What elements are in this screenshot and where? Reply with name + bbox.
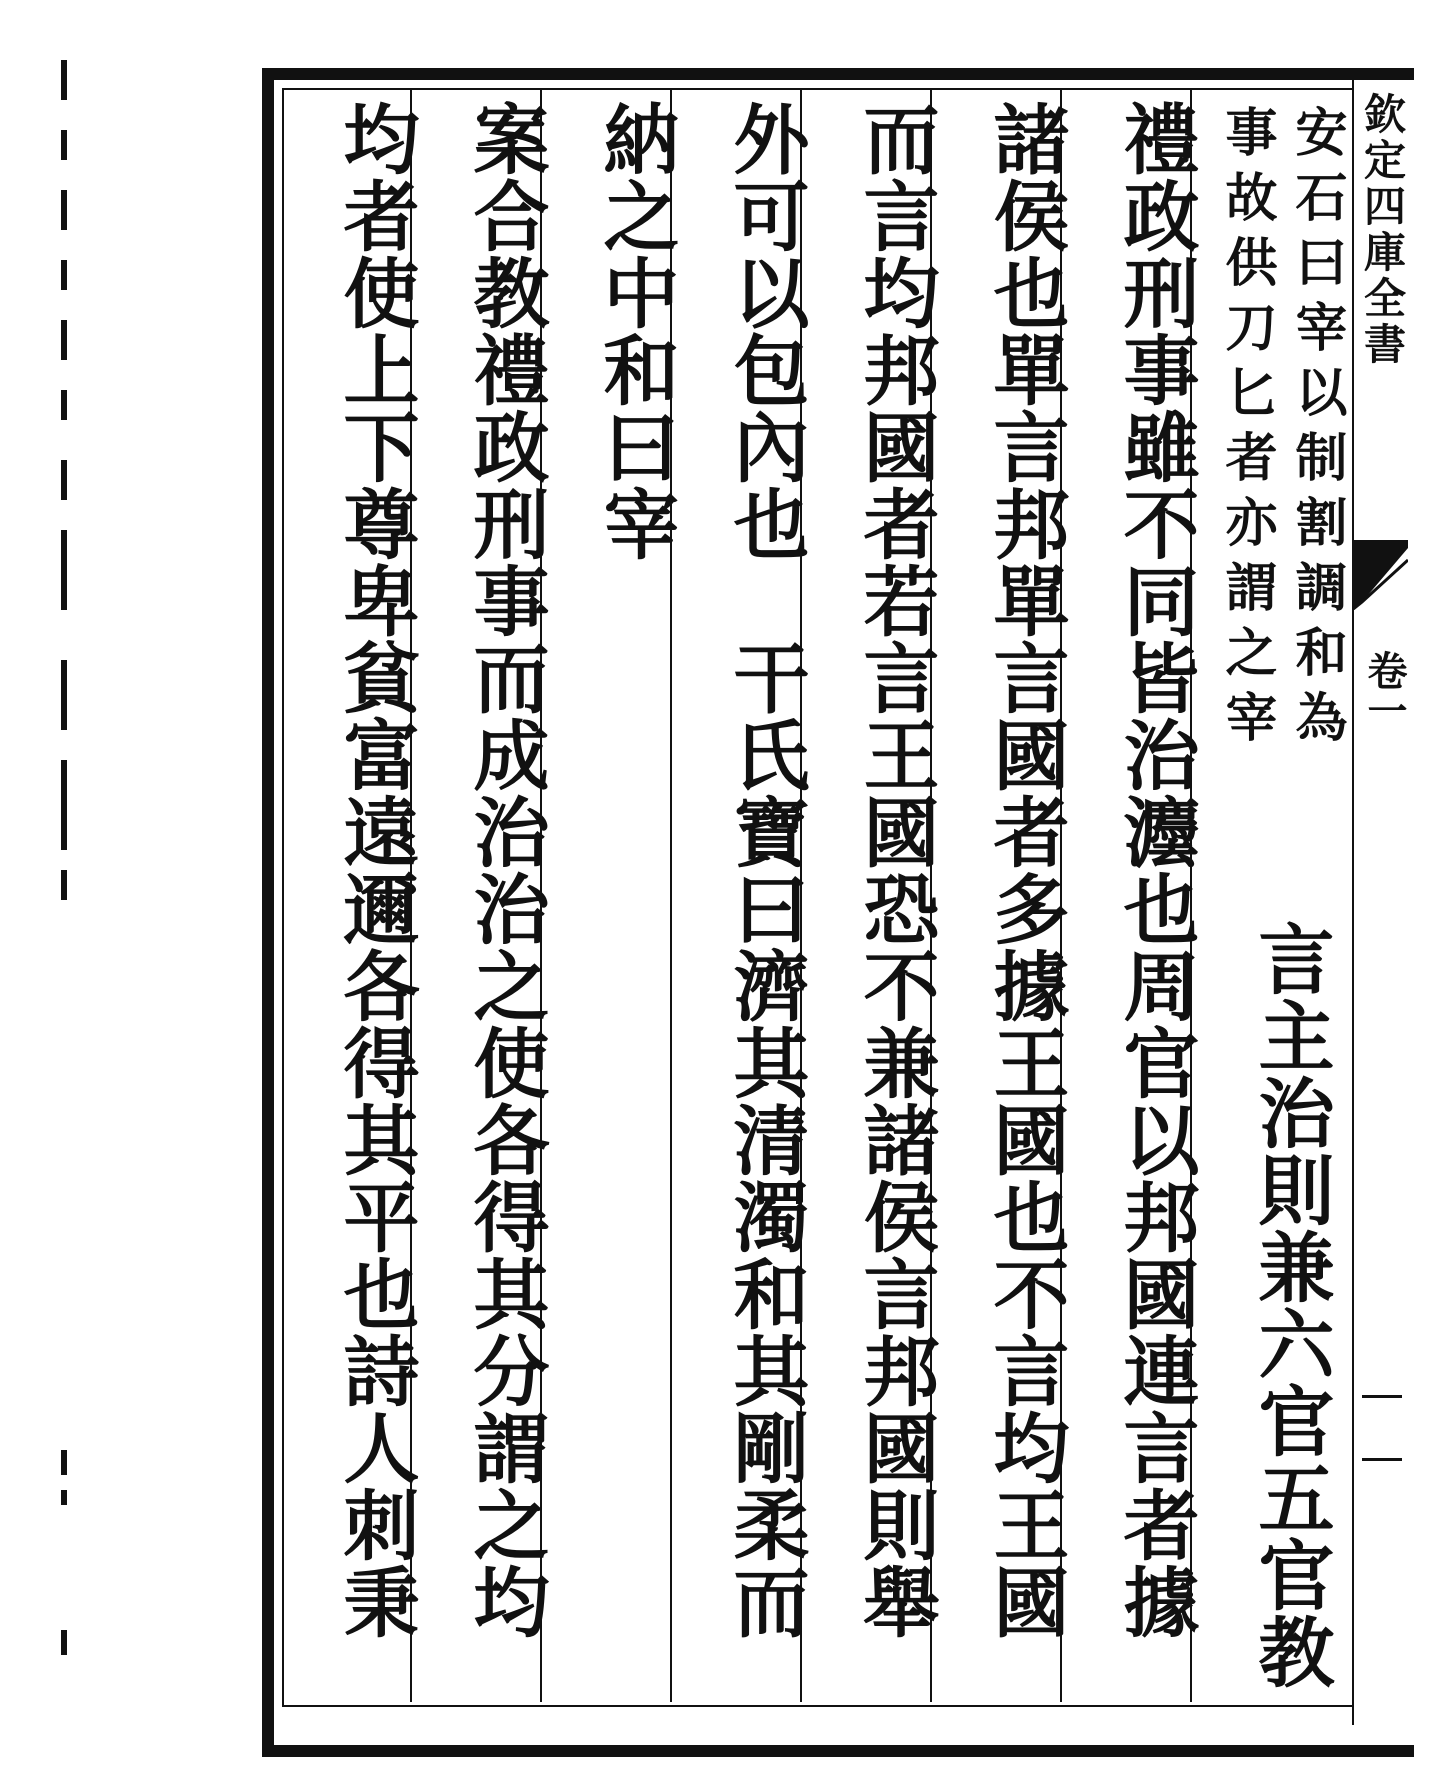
text-column-5: 諸侯也單言邦單言國者多據王國也不言均王國 [981, 100, 1070, 1640]
text-column-2: 事故供刀匕者亦謂之宰 [1216, 105, 1277, 755]
text-column-9: 案合教禮政刑事而成治治之使各得其分謂之均 [461, 100, 550, 1640]
text-column-4: 禮政刑事雖不同皆治灋也周官以邦國連言者據 [1111, 100, 1200, 1640]
fore-edge-page-mark [1362, 1395, 1402, 1461]
fore-edge-title: 欽定四庫全書 [1358, 92, 1407, 368]
text-column-1: 安石曰宰以制割調和為 [1286, 105, 1347, 755]
text-column-6: 而言均邦國者若言王國恐不兼諸侯言邦國則舉 [851, 100, 940, 1640]
previous-page-edge [55, 60, 75, 1550]
text-column-8: 納之中和曰宰 [591, 100, 680, 562]
text-column-10: 均者使上下尊卑貧富遠邇各得其平也詩人刺秉 [331, 100, 420, 1640]
text-column-7: 外可以包內也 干氏寶曰濟其清濁和其剛柔而 [721, 100, 810, 1640]
fish-tail-mark [1352, 540, 1408, 610]
fore-edge-volume: 卷一 [1361, 650, 1408, 730]
text-column-3: 言主治則兼六官五官教 [1246, 920, 1335, 1690]
